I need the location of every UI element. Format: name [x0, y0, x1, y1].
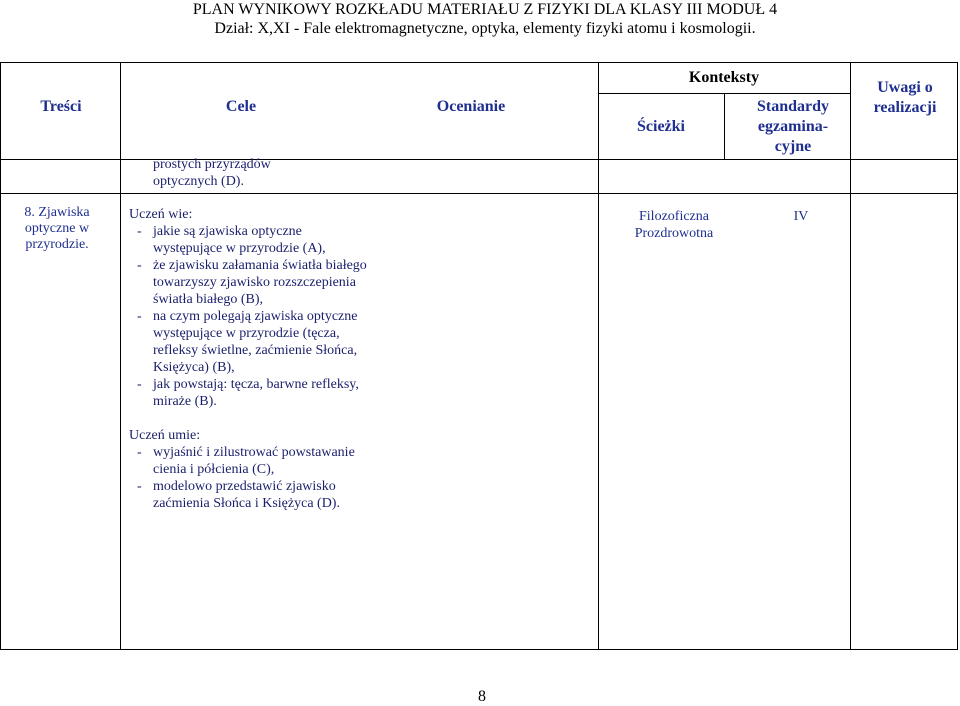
table-col-divider [598, 63, 599, 649]
list-item: - modelowo przedstawić zjawisko zaćmienia Słońca i Księżyca (D). [137, 479, 340, 511]
umie-title: Uczeń umie: [129, 428, 201, 443]
page-number: 8 [478, 688, 486, 705]
table-row-divider [1, 159, 957, 160]
header-cele: Cele [225, 98, 257, 115]
umie-list [129, 444, 369, 512]
goals-cell [129, 206, 369, 512]
header-ocenianie: Ocenianie [436, 98, 506, 115]
table-col-divider [850, 63, 851, 649]
table-col-divider [724, 93, 725, 159]
table-row-divider [1, 193, 957, 194]
header-konteksty: Konteksty [688, 69, 760, 86]
curriculum-table [0, 62, 958, 650]
table-col-divider [120, 63, 121, 649]
list-item: - że zjawisku załamania światła białego towarzyszy zjawisko rozszczepienia światła białego (B), [137, 258, 367, 307]
wie-title: Uczeń wie: [129, 207, 193, 222]
document-title: PLAN WYNIKOWY ROZKŁADU MATERIAŁU Z FIZYKI DLA KLASY III MODUŁ 4 [192, 1, 778, 18]
table-row-divider [598, 93, 850, 94]
list-item: - na czym polegają zjawiska optyczne występujące w przyrodzie (tęcza, refleksy świetlne, zaćmienie Słońca, Księżyca) (B), [137, 309, 358, 375]
list-item: - wyjaśnić i zilustrować powstawanie cienia i półcienia (C), [137, 445, 355, 477]
header-sciezki: Ścieżki [637, 118, 685, 135]
header-tresci: Treści [40, 98, 82, 115]
continuation-text: prostych przyrządów optycznych (D). [153, 157, 271, 189]
standardy-cell: IV [793, 209, 809, 224]
topic-cell: 8. Zjawiska optyczne w przyrodzie. [24, 205, 90, 252]
wie-list [129, 223, 369, 410]
header-uwagi: Uwagi o realizacji [873, 79, 937, 116]
sciezki-cell: Filozoficzna Prozdrowotna [634, 209, 714, 241]
list-item: - jak powstają: tęcza, barwne refleksy, miraże (B). [137, 377, 359, 409]
document-subtitle: Dział: X,XI - Fale elektromagnetyczne, optyka, elementy fizyki atomu i kosmologii. [214, 20, 756, 37]
header-standardy: Standardy egzamina-cyjne [756, 98, 830, 155]
list-item: - jakie są zjawiska optyczne występujące w przyrodzie (A), [137, 224, 326, 256]
